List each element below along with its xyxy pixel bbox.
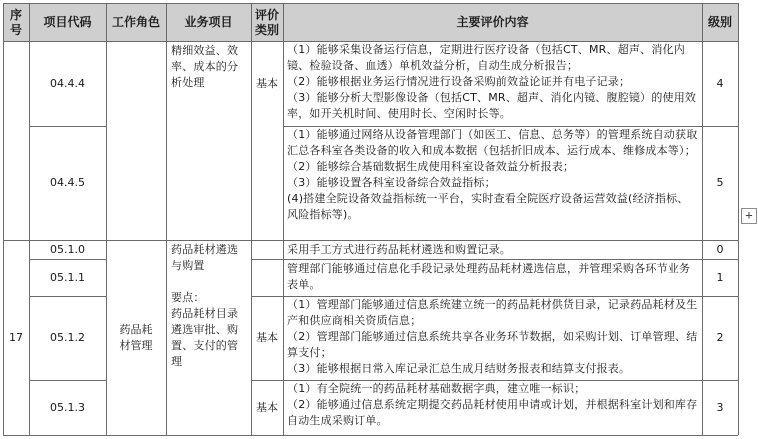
grid-line (283, 126, 738, 127)
header-type: 评价类别 (255, 8, 280, 37)
row-level: 4 (716, 76, 724, 90)
grid-line (738, 3, 739, 435)
header-content: 主要评价内容 (456, 14, 529, 29)
header-seq: 序号 (9, 8, 22, 37)
row-level: 1 (716, 270, 724, 284)
row-level: 3 (716, 400, 724, 414)
header-code: 项目代码 (43, 14, 92, 29)
grid-line (702, 3, 703, 435)
row-level: 5 (716, 176, 724, 189)
row-content: （1）有全院统一的药品耗材基础数据字典，建立唯一标识； （2）能够通过信息系统定期提交药品耗材使用申请或计划，并根据科室计划和库存自动生成采购订单。 (287, 382, 698, 427)
grid-line (29, 3, 30, 435)
grid-line (29, 126, 106, 127)
grid-line (251, 296, 738, 297)
grid-line (29, 380, 106, 381)
row-level: 2 (716, 331, 724, 344)
row-level: 0 (716, 242, 724, 256)
row-code: 05.1.3 (50, 400, 85, 414)
header-level: 级别 (707, 14, 732, 29)
group-role: 药品耗材管理 (119, 322, 153, 352)
grid-line (3, 3, 738, 4)
row-content: （1）管理部门能够通过信息系统建立统一的药品耗材供货目录，记录药品耗材及生产和供应商相关资质信息； （2）管理部门能够通过信息系统共享各业务环节数据，如采购计划、订单管理、结算支付； （3）能够根据日常入库记录汇总生成月结财务报表和结算支付报表。 (287, 298, 698, 375)
row-content: 采用手工方式进行药品耗材遴选和购置记录。 (287, 243, 511, 256)
row-content: （1）能够通过网络从设备管理部门（如医工、信息、总务等）的管理系统自动获取汇总各科室各类设备的收入和成本数据（包括折旧成本、运行成本、维修成本等）； （2）能够综合基础数据生成使用科室设备效益分析报表； （3）能够设置各科室设备综合效益指标； (4)搭建全院设备效益指标统一平台，实时查看全院医疗设备运营效益(经济指标、风险指标等)。 (287, 128, 698, 221)
grid-line (251, 259, 738, 260)
row-code: 05.1.1 (50, 270, 85, 284)
grid-line (166, 3, 167, 435)
add-row-plus-icon[interactable]: + (741, 208, 757, 224)
grid-line (3, 435, 738, 436)
row-content: 管理部门能够通过信息化手段记录处理药品耗材遴选信息，并管理采购各环节业务表单。 (287, 262, 691, 291)
grid-line (251, 380, 738, 381)
grid-line (29, 296, 106, 297)
row-code: 04.4.5 (50, 176, 85, 189)
header-role: 工作角色 (111, 14, 160, 29)
row-type: 基本 (256, 331, 278, 344)
evaluation-table (3, 3, 738, 435)
grid-line (283, 3, 284, 435)
grid-line (29, 259, 106, 260)
grid-line (3, 3, 4, 435)
grid-line (106, 3, 107, 435)
row-item: 精细效益、效率、成本的分析处理 (171, 44, 239, 89)
header-item: 业务项目 (184, 14, 233, 29)
row-code: 05.1.0 (50, 242, 85, 256)
row-type: 基本 (256, 400, 278, 414)
group-seq: 17 (9, 330, 23, 344)
row-code: 04.4.4 (50, 76, 85, 90)
group-item: 药品耗材遴选与购置 要点： 药品耗材目录遴选审批、购置、支付的管理 (171, 243, 239, 368)
row-content: （1）能够采集设备运行信息，定期进行医疗设备（包括CT、MR、超声、消化内镜、检验设备、血透）单机效益分析，自动生成分析报告； （2）能够根据业务运行情况进行设备采购前效益论证并有电子记录； （3）能够分析大型影像设备（包括CT、MR、超声、消化内镜、腹腔镜）的使用效率，如开关机时间、使用时长、空闲时长等。 (287, 43, 697, 120)
grid-line (251, 3, 252, 435)
grid-line (3, 240, 738, 241)
grid-line (3, 41, 738, 42)
row-type: 基本 (256, 76, 278, 90)
row-code: 05.1.2 (50, 331, 85, 344)
